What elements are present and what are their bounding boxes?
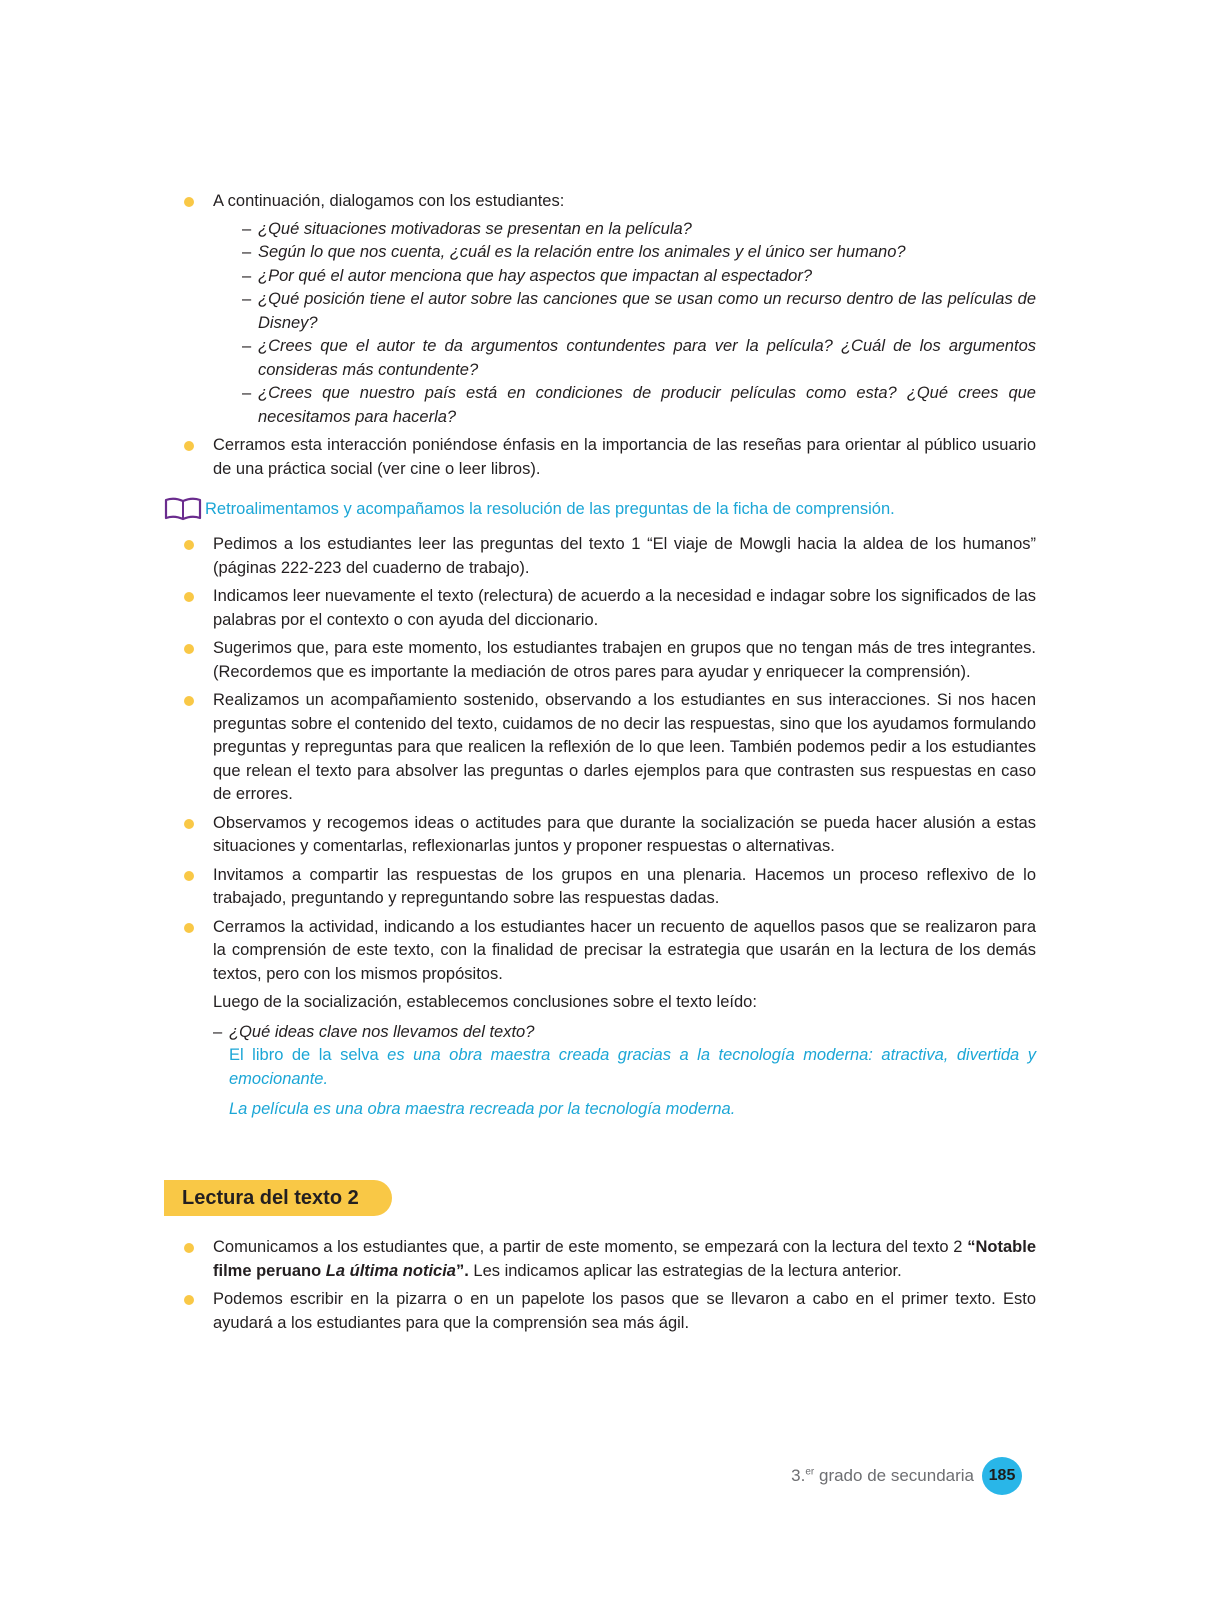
list-item: Realizamos un acompañamiento sostenido, observando a los estudiantes en sus interacciones. Si nos hacen preguntas sobre el contenido del texto, cuidamos de no decir las respuestas, sino que los ayudamos formulando preguntas y repreguntas para que realicen la reflexión de lo que leen. También podemos pedir a los estudiantes que relean el texto para absolver las preguntas o darles ejemplos para que contrasten sus respuestas en caso de errores. (184, 689, 1036, 807)
list-item (184, 190, 1036, 429)
question-item: – ¿Por qué el autor menciona que hay aspectos que impactan al espectador? (242, 266, 813, 285)
list-item: Sugerimos que, para este momento, los estudiantes trabajen en grupos que no tengan más de tres integrantes. (Recordemos que es importante la mediación de otros pares para ayudar y enriquecer la comprensión). (184, 637, 1036, 684)
comprehension-section (184, 533, 1036, 1122)
list-item: Cerramos la actividad, indicando a los estudiantes hacer un recuento de aquellos pasos que se realizaron para la comprensión de este texto, con la finalidad de precisar la estrategia que usarán en la lectura de los demás textos, pero con los mismos propósitos. (184, 916, 1036, 987)
bullet-dot-icon (184, 819, 194, 829)
section-heading-text: Lectura del texto 2 (182, 1186, 359, 1209)
text2-section (184, 1236, 1036, 1340)
bullet-dot-icon (184, 644, 194, 654)
bullet-dot-icon (184, 1243, 194, 1253)
bullet-dot-icon (184, 540, 194, 550)
section-heading (164, 1180, 392, 1216)
question-item: – Según lo que nos cuenta, ¿cuál es la relación entre los animales y el único ser humano? (242, 243, 906, 261)
question-item: – ¿Qué posición tiene el autor sobre las canciones que se usan como un recurso dentro de las películas de Disney? (242, 290, 1036, 332)
comprehension-bullets (184, 533, 1036, 986)
list-item: Pedimos a los estudiantes leer las preguntas del texto 1 “El viaje de Mowgli hacia la aldea de los humanos” (páginas 222-223 del cuaderno de trabajo). (184, 533, 1036, 580)
answer-2: La película es una obra maestra recreada por la tecnología moderna. (229, 1100, 736, 1118)
dialogue-bullets (184, 190, 1036, 481)
closing-text: Cerramos esta interacción poniéndose énfasis en la importancia de las reseñas para orientar al público usuario de una práctica social (ver cine o leer libros). (213, 436, 1036, 478)
list-item (184, 434, 1036, 481)
question-list (242, 218, 1036, 430)
question-item: – ¿Crees que el autor te da argumentos contundentes para ver la película? ¿Cuál de los argumentos consideras más contundente? (242, 337, 1036, 379)
open-book-icon (164, 497, 202, 521)
dialogue-intro: A continuación, dialogamos con los estudiantes: (213, 192, 565, 210)
answer-1: El libro de la selva es una obra maestra creada gracias a la tecnología moderna: atractiva, divertida y emocionante. (229, 1046, 1037, 1088)
feedback-heading-text: Retroalimentamos y acompañamos la resolución de las preguntas de la ficha de comprensión. (205, 499, 895, 518)
list-item: Indicamos leer nuevamente el texto (relectura) de acuerdo a la necesidad e indagar sobre los significados de las palabras por el contexto o con ayuda del diccionario. (184, 585, 1036, 632)
bullet-dot-icon (184, 197, 194, 207)
page-footer (791, 1457, 1022, 1495)
conclusion-intro: Luego de la socialización, establecemos conclusiones sobre el texto leído: (213, 993, 757, 1011)
page-number-badge: 185 (982, 1457, 1022, 1495)
list-item: Invitamos a compartir las respuestas de los grupos en una plenaria. Hacemos un proceso reflexivo de lo trabajado, preguntando y repreguntando sobre las respuestas dadas. (184, 864, 1036, 911)
question-item: – ¿Qué situaciones motivadoras se presentan en la película? (242, 219, 692, 238)
feedback-heading (164, 497, 1044, 521)
bullet-dot-icon (184, 1295, 194, 1305)
grade-label: 3.$^{er}$ grado de secundaria (791, 1466, 974, 1485)
question-item: – ¿Crees que nuestro país está en condiciones de producir películas como esta? ¿Qué crees que necesitamos para hacerla? (242, 384, 1036, 426)
bullet-dot-icon (184, 696, 194, 706)
bullet-dot-icon (184, 441, 194, 451)
bullet-dot-icon (184, 871, 194, 881)
list-item: Observamos y recogemos ideas o actitudes para que durante la socialización se pueda hacer alusión a estas situaciones y comentarlas, reflexionarlas juntos y proponer respuestas o alternativas. (184, 812, 1036, 859)
list-item: Podemos escribir en la pizarra o en un papelote los pasos que se llevaron a cabo en el primer texto. Esto ayudará a los estudiantes para que la comprensión sea más ágil. (184, 1288, 1036, 1335)
dialogue-section (184, 190, 1036, 486)
list-item: Comunicamos a los estudiantes que, a partir de este momento, se empezará con la lectura del texto 2 “Notable filme peruano La última noticia”. Les indicamos aplicar las estrategias de la lectura anterior. (184, 1236, 1036, 1283)
text2-bullets (184, 1236, 1036, 1335)
key-question-list (213, 1021, 1036, 1045)
key-question: – ¿Qué ideas clave nos llevamos del texto? (213, 1022, 535, 1041)
bullet-dot-icon (184, 592, 194, 602)
bullet-dot-icon (184, 923, 194, 933)
